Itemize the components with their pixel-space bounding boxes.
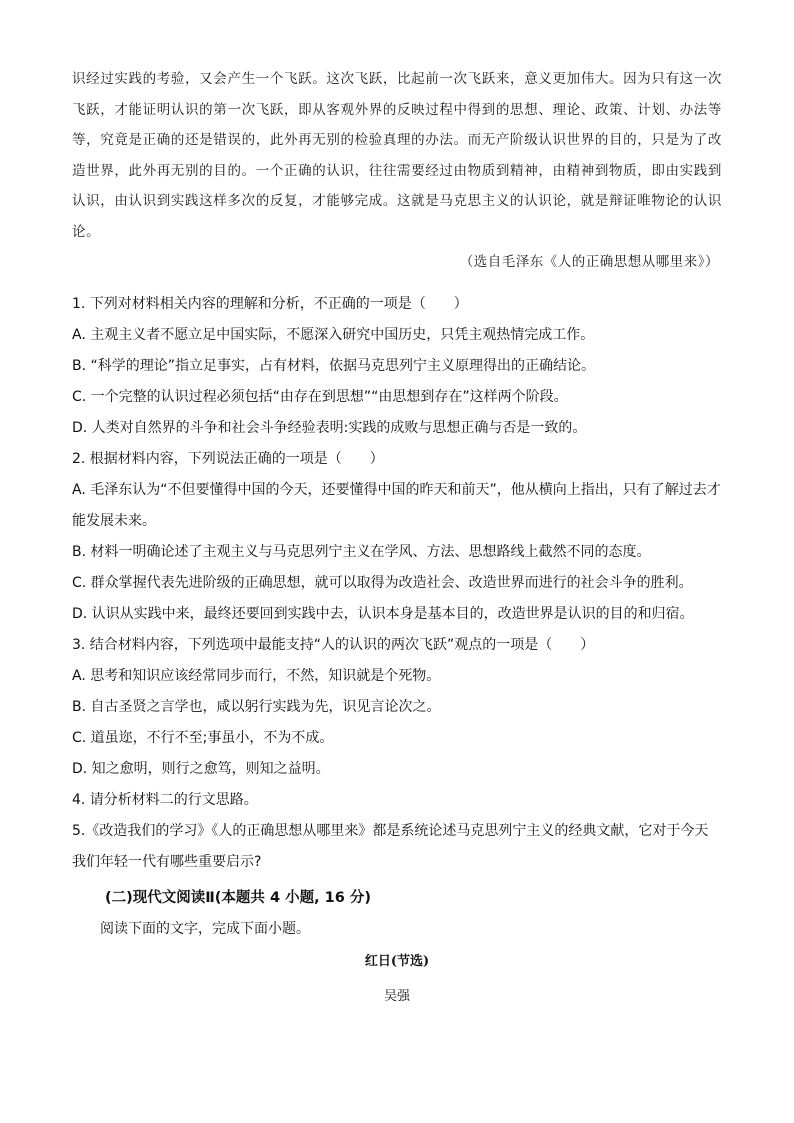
q1-option-c: C. 一个完整的认识过程必须包括“由存在到思想”“由思想到存在”这样两个阶段。 xyxy=(72,389,568,405)
q3-option-a: A. 思考和知识应该经常同步而行，不然，知识就是个死物。 xyxy=(72,668,441,684)
q3-option-c: C. 道虽迩，不行不至;事虽小，不为不成。 xyxy=(72,730,334,746)
q3-option-d: D. 知之愈明，则行之愈笃，则知之益明。 xyxy=(72,761,330,777)
question-3: 3. 结合材料内容，下列选项中最能支持“人的认识的两次飞跃”观点的一项是（ ） xyxy=(72,637,595,653)
question-1: 1. 下列对材料相关内容的理解和分析，不正确的一项是（ ） xyxy=(72,296,468,312)
question-5: 5.《改造我们的学习》《人的正确思想从哪里来》都是系统论述马克思列宁主义的经典文献，它对于今天我们年轻一代有哪些重要启示? xyxy=(72,823,709,870)
passage-text: 识经过实践的考验，又会产生一个飞跃。这次飞跃，比起前一次飞跃来，意义更加伟大。因为只有这一次飞跃，才能证明认识的第一次飞跃，即从客观外界的反映过程中得到的思想、理论、政策、计划、办法等等，究竟是正确的还是错误的，此外再无别的检验真理的办法。而无产阶级认识世界的目的，只是为了改造世界，此外再无别的目的。一个正确的认识，往往需要经过由物质到精神，由精神到物质，即由实践到认识，由认识到实践这样多次的反复，才能够完成。这就是马克思主义的认识论，就是辩证唯物论的认识论。 xyxy=(72,71,722,240)
q2-option-c: C. 群众掌握代表先进阶级的正确思想，就可以取得为改造社会、改造世界而进行的社会斗争的胜利。 xyxy=(72,575,693,591)
q3-option-b: B. 自古圣贤之言学也，咸以躬行实践为先，识见言论次之。 xyxy=(72,699,441,715)
q1-option-b: B. “科学的理论”指立足事实，占有材料，依据马克思列宁主义原理得出的正确结论。 xyxy=(72,358,596,374)
q1-option-d: D. 人类对自然界的斗争和社会斗争经验表明:实践的成败与思想正确与否是一致的。 xyxy=(72,420,587,436)
question-4: 4. 请分析材料二的行文思路。 xyxy=(72,792,258,808)
q2-option-b: B. 材料一明确论述了主观主义与马克思列宁主义在学风、方法、思想路线上截然不同的态度。 xyxy=(72,544,651,560)
section-instruction: 阅读下面的文字，完成下面小题。 xyxy=(100,921,310,937)
q1-option-a: A. 主观主义者不愿立足中国实际，不愿深入研究中国历史，只凭主观热情完成工作。 xyxy=(72,327,595,343)
question-2: 2. 根据材料内容，下列说法正确的一项是（ ） xyxy=(72,451,384,467)
section-title: (二)现代文阅读Ⅱ(本题共 4 小题, 16 分) xyxy=(105,890,372,906)
reading-title: 红日(节选) xyxy=(364,954,430,969)
passage-source: （选自毛泽东《人的正确思想从哪里来》） xyxy=(459,254,719,270)
q2-option-d: D. 认识从实践中来，最终还要回到实践中去，认识本身是基本目的，改造世界是认识的目的和归宿。 xyxy=(72,606,694,622)
question-list xyxy=(72,289,722,878)
reading-author: 吴强 xyxy=(383,989,410,1004)
q2-option-a: A. 毛泽东认为“不但要懂得中国的今天，还要懂得中国的昨天和前天”，他从横向上指出，只有了解过去才能发展未来。 xyxy=(72,482,721,529)
